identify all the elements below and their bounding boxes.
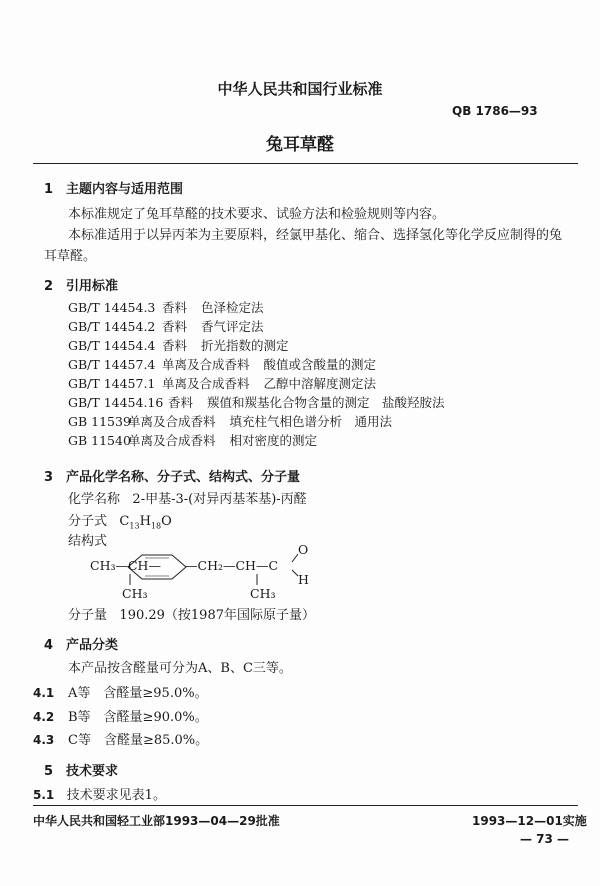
reference-code: GB/T 14454.3 [68, 300, 156, 315]
page-number: — 73 — [520, 832, 570, 846]
struct-left-methyl: CH₃ [122, 586, 148, 601]
reference-code: GB 11539 [68, 414, 131, 429]
clause-text: 技术要求见表1。 [66, 788, 166, 803]
reference-item [68, 412, 392, 430]
reference-item [68, 431, 317, 449]
structural-formula [90, 542, 310, 608]
mw-value: 190.29（按1987年国际原子量） [119, 608, 315, 623]
reference-code: GB 11540 [68, 433, 131, 448]
reference-category: 香料 [162, 300, 188, 315]
reference-title: 填充柱气相色谱分析 通用法 [229, 414, 393, 429]
reference-category: 单离及合成香料 [162, 376, 250, 391]
reference-category: 香料 [168, 395, 194, 410]
section-4-heading: 4 产品分类 [44, 638, 119, 653]
formula-c: C [119, 514, 130, 529]
reference-code: GB/T 14454.4 [68, 338, 156, 353]
reference-code: GB/T 14457.1 [68, 376, 156, 391]
approval-date: 中华人民共和国轻工业部1993—04—29批准 [33, 814, 280, 828]
document-title: 兔耳草醛 [266, 135, 334, 155]
grade-number: 4.2 [33, 709, 55, 724]
formula-c-count: 13 [129, 521, 140, 531]
struct-hydrogen: H [298, 572, 309, 587]
grade-text: C等 含醛量≥85.0%。 [68, 733, 209, 748]
chemical-name [68, 488, 307, 507]
struct-left-group: CH₃—CH— [90, 558, 161, 573]
reference-title: 香气评定法 [201, 319, 264, 334]
section-1-heading: 1 主题内容与适用范围 [44, 182, 184, 197]
formula-h-count: 18 [150, 521, 162, 531]
reference-category: 香料 [162, 338, 188, 353]
reference-item [68, 317, 264, 335]
struct-oxygen: O [298, 542, 309, 557]
reference-category: 香料 [162, 319, 188, 334]
grade-text: B等 含醛量≥90.0%。 [68, 709, 208, 725]
section-5-heading: 5 技术要求 [44, 764, 119, 779]
formula-label: 分子式 [68, 514, 108, 529]
reference-category: 单离及合成香料 [128, 414, 216, 429]
clause-number: 5.1 [33, 788, 55, 802]
footer-rule [33, 805, 578, 806]
effective-date: 1993—12—01实施 [472, 814, 587, 828]
reference-item [68, 374, 376, 392]
section-4-intro: 本产品按含醛量可分为A、B、C三等。 [68, 661, 292, 676]
reference-item [68, 355, 376, 373]
reference-title: 酸值或含酸量的测定 [263, 357, 377, 372]
grade-item [33, 729, 208, 748]
clause-5-1 [33, 784, 166, 803]
chemical-name-label: 化学名称 [68, 492, 121, 507]
reference-code: GB/T 14454.2 [68, 319, 156, 334]
struct-right-group: —CH₂—CH—C [185, 558, 279, 573]
benzene-ring-bonds [90, 548, 320, 608]
header-rule [33, 163, 578, 164]
section-1-para-2: 本标准适用于以异丙苯为主要原料，经氯甲基化、缩合、选择氢化等化学反应制得的兔 [68, 228, 563, 243]
reference-category: 单离及合成香料 [162, 357, 250, 372]
reference-code: GB/T 14457.4 [68, 357, 156, 372]
reference-title: 折光指数的测定 [201, 338, 289, 353]
formula-o: O [161, 514, 172, 529]
issuing-org: 中华人民共和国行业标准 [217, 80, 383, 98]
molecular-weight [68, 604, 315, 623]
reference-title: 羰值和羰基化合物含量的测定 盐酸羟胺法 [207, 395, 445, 410]
structure-label: 结构式 [68, 534, 108, 549]
chemical-name-value: 2-甲基-3-(对异丙基苯基)-丙醛 [132, 492, 307, 507]
standard-code: QB 1786—93 [452, 104, 538, 118]
struct-right-methyl: CH₃ [250, 586, 276, 601]
reference-title: 乙醇中溶解度测定法 [263, 376, 377, 391]
section-1-para-1: 本标准规定了兔耳草醛的技术要求、试验方法和检验规则等内容。 [68, 207, 446, 222]
reference-item [68, 336, 289, 354]
grade-item [33, 682, 208, 701]
reference-title: 色泽检定法 [201, 300, 264, 315]
section-2-heading: 2 引用标准 [44, 279, 119, 294]
reference-title: 相对密度的测定 [229, 433, 318, 448]
reference-item [68, 393, 445, 411]
grade-number: 4.1 [33, 686, 55, 700]
grade-item [33, 706, 208, 725]
molecular-formula [68, 510, 172, 531]
formula-h: H [139, 514, 151, 529]
grade-text: A等 含醛量≥95.0%。 [68, 686, 208, 701]
reference-item [68, 298, 264, 316]
mw-label: 分子量 [68, 608, 108, 623]
section-1-para-2-cont: 耳草醛。 [44, 249, 97, 264]
reference-category: 单离及合成香料 [128, 433, 216, 448]
section-3-heading: 3 产品化学名称、分子式、结构式、分子量 [44, 470, 301, 485]
grade-number: 4.3 [33, 733, 55, 747]
reference-code: GB/T 14454.16 [68, 395, 164, 410]
